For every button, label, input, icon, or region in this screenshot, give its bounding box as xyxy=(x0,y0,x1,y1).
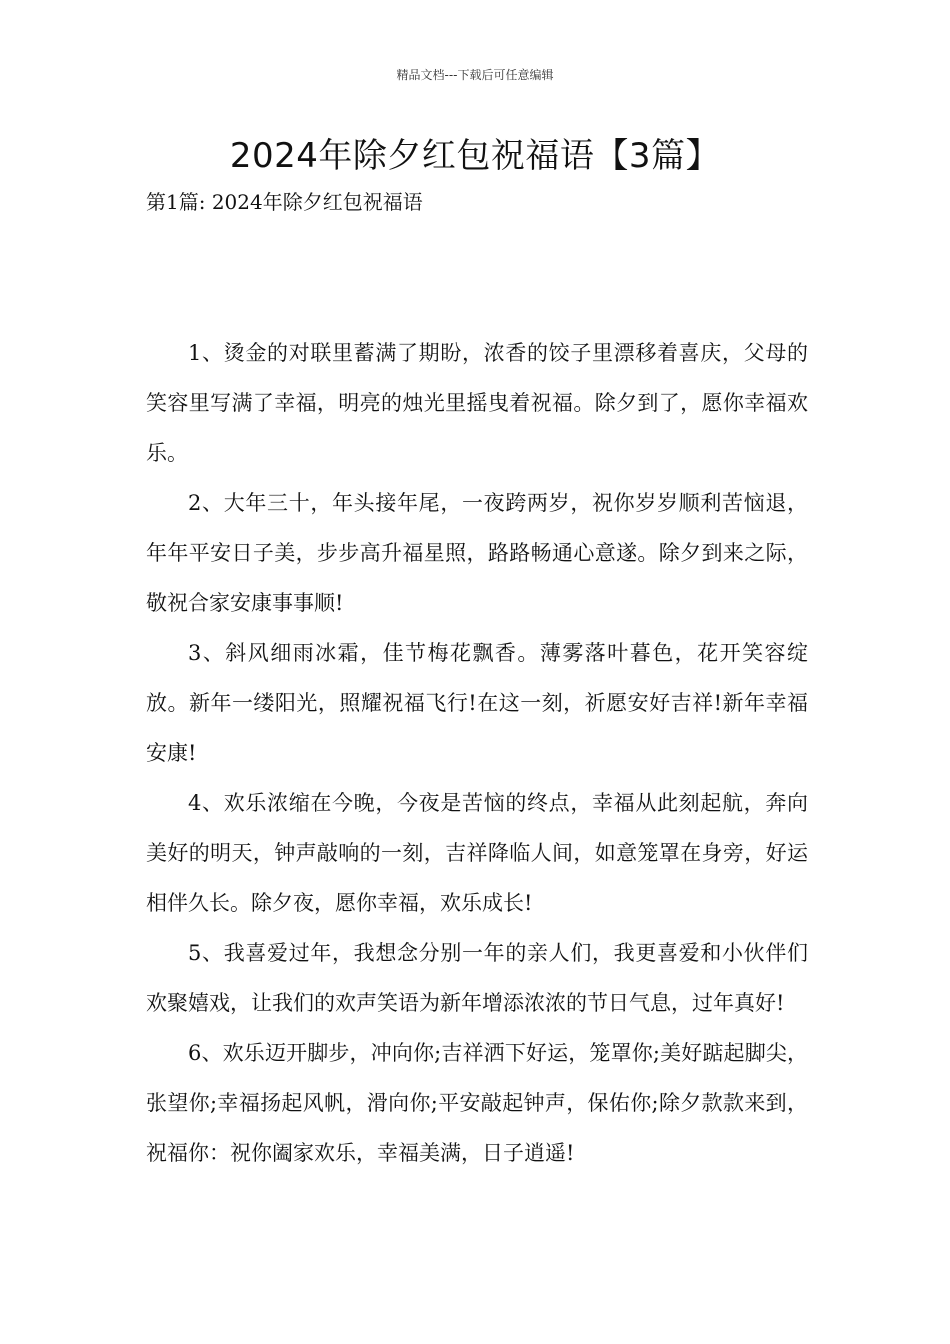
document-body xyxy=(146,328,808,1178)
section-heading: 第1篇: 2024年除夕红包祝福语 xyxy=(146,190,423,214)
document-title: 2024年除夕红包祝福语【3篇】 xyxy=(229,136,721,176)
paragraph: 4、欢乐浓缩在今晚，今夜是苦恼的终点，幸福从此刻起航，奔向美好的明天，钟声敲响的一刻，吉祥降临人间，如意笼罩在身旁，好运相伴久长。除夕夜，愿你幸福，欢乐成长! xyxy=(146,791,808,915)
paragraph: 2、大年三十，年头接年尾，一夜跨两岁，祝你岁岁顺利苦恼退，年年平安日子美，步步高升福星照，路路畅通心意遂。除夕到来之际，敬祝合家安康事事顺! xyxy=(146,491,808,615)
paragraph: 5、我喜爱过年，我想念分别一年的亲人们，我更喜爱和小伙伴们欢聚嬉戏，让我们的欢声笑语为新年增添浓浓的节日气息，过年真好! xyxy=(146,941,808,1015)
paragraph: 3、斜风细雨冰霜，佳节梅花飘香。薄雾落叶暮色，花开笑容绽放。新年一缕阳光，照耀祝福飞行!在这一刻，祈愿安好吉祥!新年幸福安康! xyxy=(146,641,808,765)
paragraph: 6、欢乐迈开脚步，冲向你;吉祥洒下好运，笼罩你;美好踮起脚尖，张望你;幸福扬起风帆，滑向你;平安敲起钟声，保佑你;除夕款款来到，祝福你：祝你阖家欢乐，幸福美满，日子逍遥! xyxy=(146,1041,808,1165)
paragraph: 1、烫金的对联里蓄满了期盼，浓香的饺子里漂移着喜庆，父母的笑容里写满了幸福，明亮的烛光里摇曳着祝福。除夕到了，愿你幸福欢乐。 xyxy=(146,341,808,465)
header-note: 精品文档---下载后可任意编辑 xyxy=(396,68,554,82)
